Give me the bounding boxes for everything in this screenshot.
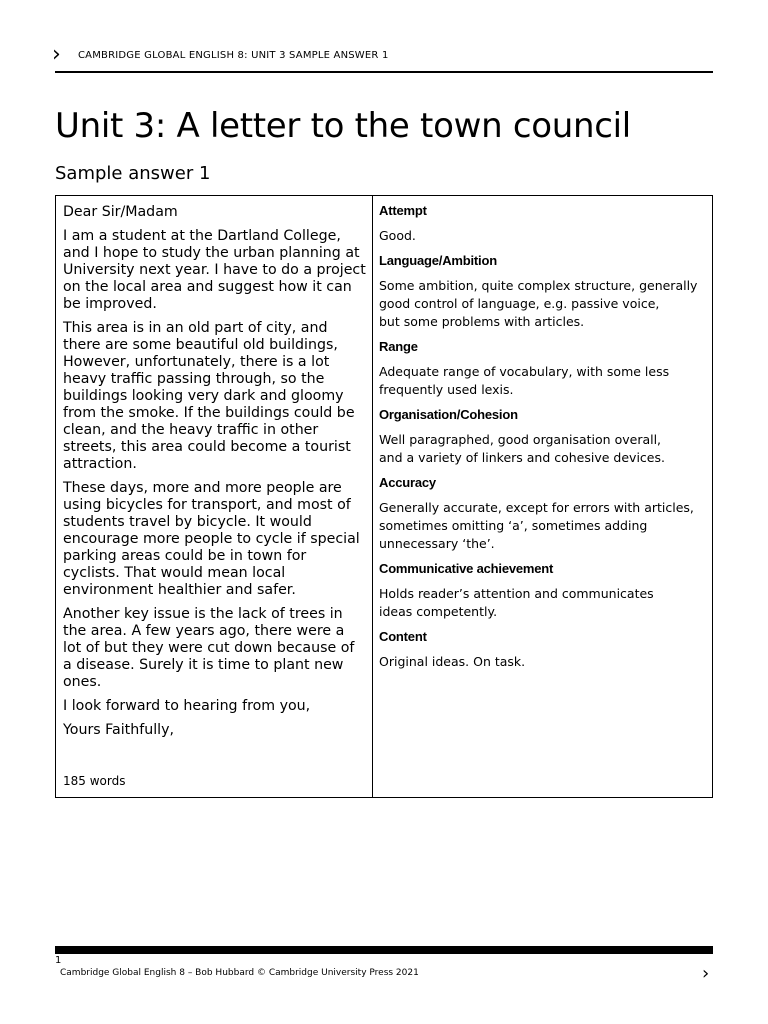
- letter-signoff: Yours Faithfully,: [63, 722, 175, 738]
- criterion-heading: Range: [379, 339, 418, 354]
- header-rule: [55, 71, 713, 73]
- criterion-comment: Adequate range of vocabulary, with some less frequently used lexis.: [379, 364, 670, 397]
- letter-paragraph: Another key issue is the lack of trees in the area. A few years ago, there were a lot of but they were cut down because of a disease. Surely it is time to plant new ones.: [63, 606, 355, 690]
- criterion-comment: Generally accurate, except for errors with articles, sometimes omitting ‘a’, sometimes adding unnecessary ‘the’.: [379, 500, 694, 551]
- criterion-comment: Some ambition, quite complex structure, generally good control of language, e.g. passive voice, but some problems with articles.: [379, 278, 698, 329]
- page-subtitle: Sample answer 1: [55, 163, 211, 184]
- chevron-right-icon: ›: [52, 42, 61, 67]
- running-header: CAMBRIDGE GLOBAL ENGLISH 8: UNIT 3 SAMPLE ANSWER 1: [78, 50, 389, 61]
- letter-paragraph: These days, more and more people are using bicycles for transport, and most of students travel by bicycle. It would encourage more people to cycle if special parking areas could be in town for cyclists. That would mean local environment healthier and safer.: [63, 480, 360, 598]
- sample-answer-table: [55, 195, 713, 798]
- letter-paragraph: This area is in an old part of city, and there are some beautiful old buildings, However, unfortunately, there is a lot heavy traffic passing through, so the buildings looking very dark and gloomy from the smoke. If the buildings could be clean, and the heavy traffic in other streets, this area could become a tourist attraction.: [63, 320, 355, 472]
- page-title: Unit 3: A letter to the town council: [55, 106, 631, 146]
- letter-greeting: Dear Sir/Madam: [63, 204, 178, 220]
- criterion-comment: Well paragraphed, good organisation overall, and a variety of linkers and cohesive devices.: [379, 432, 665, 465]
- criterion-comment: Good.: [379, 228, 416, 243]
- assessment-column: [373, 196, 712, 797]
- criterion-heading: Attempt: [379, 203, 427, 218]
- criterion-heading: Organisation/Cohesion: [379, 407, 518, 422]
- criterion-heading: Communicative achievement: [379, 561, 554, 576]
- copyright-footer: Cambridge Global English 8 – Bob Hubbard © Cambridge University Press 2021: [60, 968, 419, 978]
- word-count: 185 words: [63, 774, 126, 788]
- page-number: 1: [55, 955, 62, 966]
- footer-rule: [55, 946, 713, 954]
- letter-column: [56, 196, 373, 797]
- letter-closing: I look forward to hearing from you,: [63, 698, 311, 714]
- criterion-heading: Accuracy: [379, 475, 436, 490]
- criterion-heading: Language/Ambition: [379, 253, 497, 268]
- criterion-comment: Holds reader’s attention and communicates ideas competently.: [379, 586, 654, 619]
- criterion-comment: Original ideas. On task.: [379, 654, 526, 669]
- letter-paragraph: I am a student at the Dartland College, and I hope to study the urban planning at University next year. I have to do a project on the local area and suggest how it can be improved.: [63, 228, 366, 312]
- criterion-heading: Content: [379, 629, 427, 644]
- chevron-right-icon: ›: [702, 963, 710, 984]
